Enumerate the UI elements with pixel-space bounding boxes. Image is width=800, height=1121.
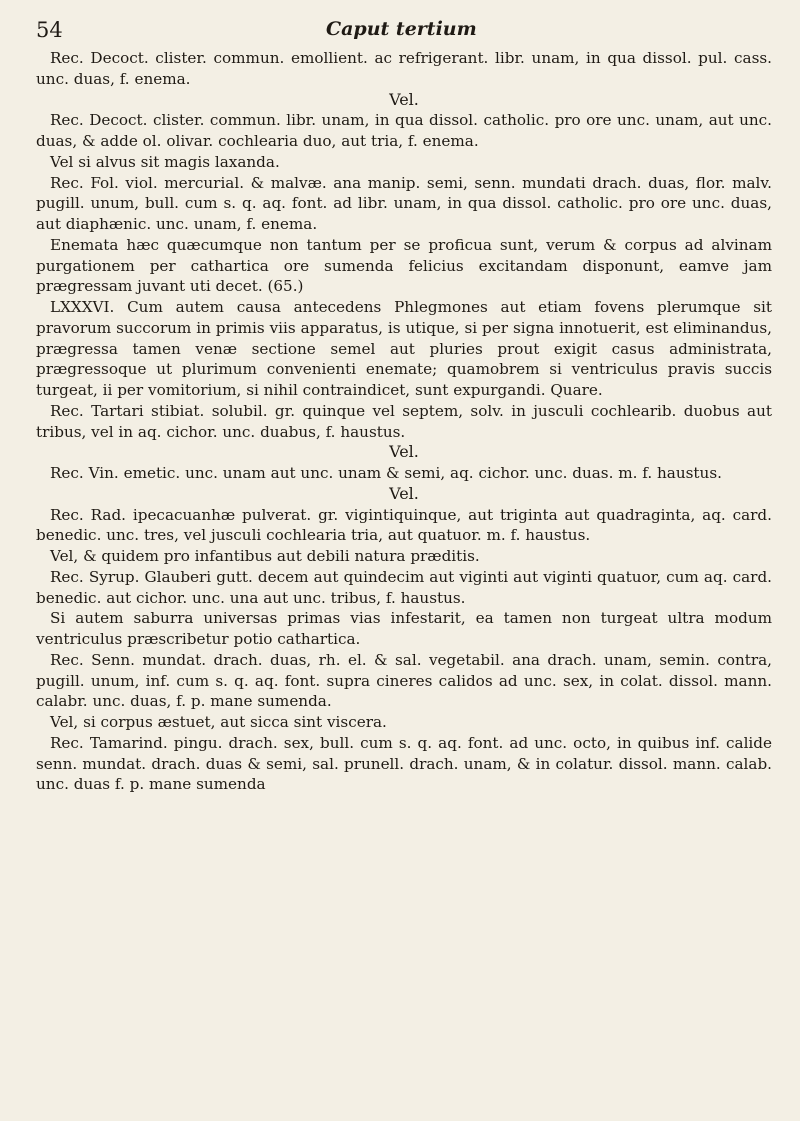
recipe-paragraph: Rec. Tartari stibiat. solubil. gr. quinque vel septem, solv. in jusculi cochlearib. duobus aut tribus, vel in aq. cichor. unc. duabus, f. haustus. (36, 401, 772, 441)
text-paragraph: Si autem saburra universas primas vias infestarit, ea tamen non turgeat ultra modum ventriculus præscribetur potio cathartica. (36, 609, 772, 648)
page-header (36, 14, 772, 48)
recipe-paragraph: Rec. Rad. ipecacuanhæ pulverat. gr. vigintiquinque, aut triginta aut quadraginta, aq. card. benedic. unc. tres, vel jusculi cochlearia tria, aut quatuor. m. f. haustus. (36, 505, 772, 545)
recipe-paragraph: Rec. Vin. emetic. unc. unam aut unc. unam & semi, aq. cichor. unc. duas. m. f. haustus. (50, 464, 722, 482)
running-title: Caput tertium (326, 18, 477, 40)
page-number: 54 (36, 18, 63, 42)
text-paragraph: Vel, si corpus æstuet, aut sicca sint viscera. (50, 713, 387, 731)
text-paragraph: Enemata hæc quæcumque non tantum per se proficua sunt, verum & corpus ad alvinam purgationem per cathartica ore sumenda felicius excitandam disponunt, eamve jam prægressam juvant uti decet. (65.) (36, 235, 772, 296)
recipe-paragraph: Rec. Syrup. Glauberi gutt. decem aut quindecim aut viginti aut viginti quatuor, cum aq. card. benedic. aut cichor. unc. una aut unc. tribus, f. haustus. (36, 567, 772, 607)
text-paragraph: Vel si alvus sit magis laxanda. (50, 152, 280, 171)
recipe-paragraph: Rec. Decoct. clister. commun. emollient. ac refrigerant. libr. unam, in qua dissol. pul. cass. unc. duas, f. enema. (36, 49, 772, 88)
text-paragraph: Vel, & quidem pro infantibus aut debili natura præditis. (50, 547, 480, 565)
vel-heading: Vel. (389, 89, 419, 109)
recipe-paragraph: Rec. Decoct. clister. commun. libr. unam, in qua dissol. catholic. pro ore unc. unam, aut unc. duas, & adde ol. olivar. cochlearia duo, aut tria, f. enema. (36, 111, 772, 150)
vel-heading: Vel. (389, 442, 419, 462)
recipe-paragraph: Rec. Tamarind. pingu. drach. sex, bull. cum s. q. aq. font. ad unc. octo, in quibus inf. calide senn. mundat. drach. duas & semi, sal. prunell. drach. unam, & in colatur. dissol. mann. calab. unc. duas f. p. mane sumenda (36, 733, 772, 794)
section-paragraph: LXXXVI. Cum autem causa antecedens Phlegmones aut etiam fovens plerumque sit pravorum succorum in primis viis apparatus, is utique, si per signa innotuerit, est eliminandus, prægressa tamen venæ sectione semel aut pluries prout exigit casus administrata, prægressoque ut plurimum convenienti enemate; quamobrem si ventriculus pravis succis turgeat, ii per vomitorium, si nihil contraindicet, sunt expurgandi. Quare. (36, 298, 772, 399)
body-text (36, 48, 772, 795)
recipe-paragraph: Rec. Senn. mundat. drach. duas, rh. el. & sal. vegetabil. ana drach. unam, semin. contra, pugill. unum, inf. cum s. q. aq. font. supra cineres calidos ad unc. sex, in colat. dissol. mann. calabr. unc. duas, f. p. mane sumenda. (36, 650, 772, 711)
vel-heading: Vel. (389, 483, 419, 503)
recipe-paragraph: Rec. Fol. viol. mercurial. & malvæ. ana manip. semi, senn. mundati drach. duas, flor. malv. pugill. unum, bull. cum s. q. aq. font. ad libr. unam, in qua dissol. catholic. pro ore unc. duas, aut diaphænic. unc. unam, f. enema. (36, 173, 772, 233)
